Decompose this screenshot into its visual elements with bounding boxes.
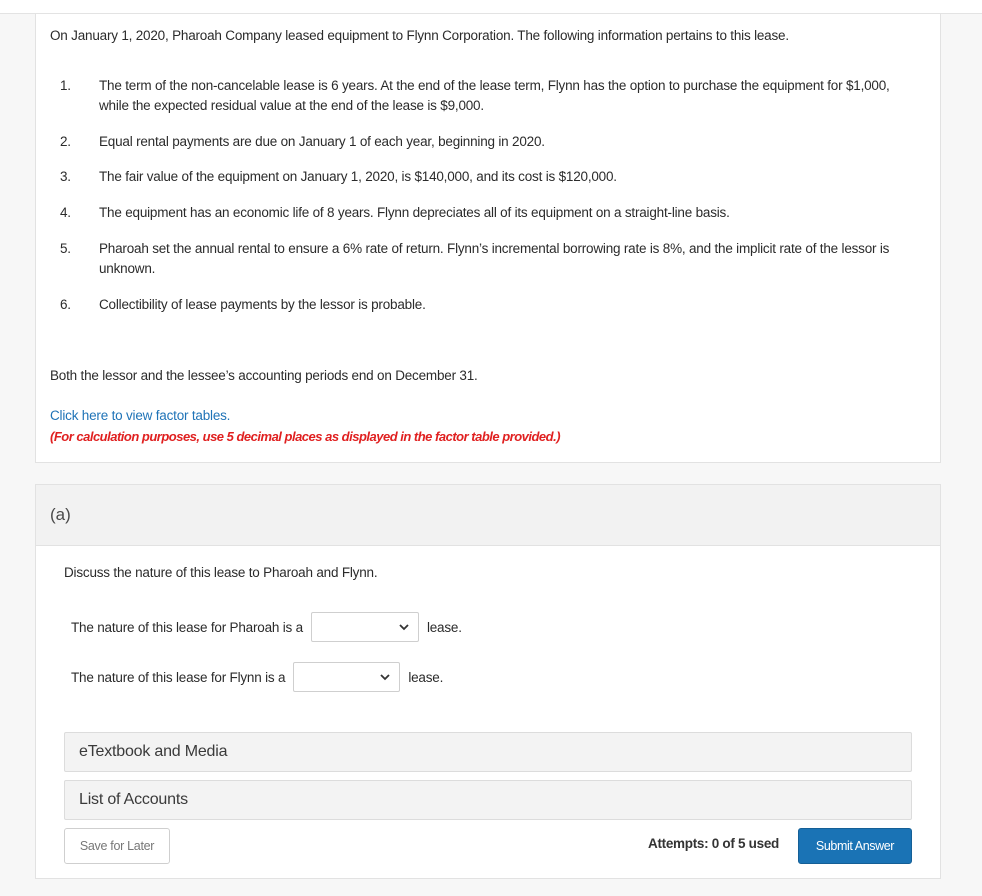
item-number: 2. bbox=[60, 134, 71, 149]
flynn-nature-suffix: lease. bbox=[408, 669, 444, 685]
list-of-accounts-accordion[interactable]: List of Accounts bbox=[64, 780, 912, 820]
save-for-later-button[interactable]: Save for Later bbox=[64, 828, 170, 864]
part-label: (a) bbox=[50, 505, 71, 524]
top-bar bbox=[0, 0, 982, 14]
item-text: The term of the non-cancelable lease is 6 years. At the end of the lease term, Flynn has the option to purchase the equipment for $1,000, while the expected residual value at the end of the lease is $9,000. bbox=[99, 78, 890, 113]
part-a-card bbox=[35, 484, 941, 879]
item-text: The fair value of the equipment on January 1, 2020, is $140,000, and its cost is $120,000. bbox=[99, 169, 617, 184]
item-text: The equipment has an economic life of 8 years. Flynn depreciates all of its equipment on a straight-line basis. bbox=[99, 205, 730, 220]
flynn-nature-row bbox=[71, 662, 443, 692]
pharoah-nature-row bbox=[71, 612, 462, 642]
question-text: Discuss the nature of this lease to Pharoah and Flynn. bbox=[64, 565, 378, 580]
attempts-counter: Attempts: 0 of 5 used bbox=[648, 836, 779, 851]
flynn-nature-prompt: The nature of this lease for Flynn is a bbox=[71, 669, 286, 685]
closing-statement: Both the lessor and the lessee’s accounting periods end on December 31. bbox=[50, 368, 478, 383]
problem-statement-card bbox=[35, 14, 941, 463]
item-number: 6. bbox=[60, 297, 71, 312]
item-number: 4. bbox=[60, 205, 71, 220]
factor-tables-link[interactable]: Click here to view factor tables. bbox=[50, 408, 231, 423]
pharoah-nature-prompt: The nature of this lease for Pharoah is a bbox=[71, 619, 303, 635]
pharoah-nature-suffix: lease. bbox=[426, 619, 462, 635]
item-text: Equal rental payments are due on January 1 of each year, beginning in 2020. bbox=[99, 134, 545, 149]
item-text: Collectibility of lease payments by the lessor is probable. bbox=[99, 297, 426, 312]
item-number: 1. bbox=[60, 78, 71, 93]
submit-answer-button[interactable]: Submit Answer bbox=[798, 828, 912, 864]
item-number: 3. bbox=[60, 169, 71, 184]
item-number: 5. bbox=[60, 241, 71, 256]
calculation-note: (For calculation purposes, use 5 decimal places as displayed in the factor table provided.) bbox=[50, 429, 561, 444]
flynn-lease-type-select[interactable] bbox=[293, 662, 400, 692]
problem-intro: On January 1, 2020, Pharoah Company leased equipment to Flynn Corporation. The following information pertains to this lease. bbox=[50, 28, 789, 43]
chevron-down-icon bbox=[398, 621, 410, 633]
etextbook-media-accordion[interactable]: eTextbook and Media bbox=[64, 732, 912, 772]
part-a-header bbox=[36, 485, 940, 546]
item-text: Pharoah set the annual rental to ensure a 6% rate of return. Flynn’s incremental borrowing rate is 8%, and the implicit rate of the lessor is unknown. bbox=[99, 241, 890, 276]
pharoah-lease-type-select[interactable] bbox=[311, 612, 419, 642]
chevron-down-icon bbox=[379, 671, 391, 683]
